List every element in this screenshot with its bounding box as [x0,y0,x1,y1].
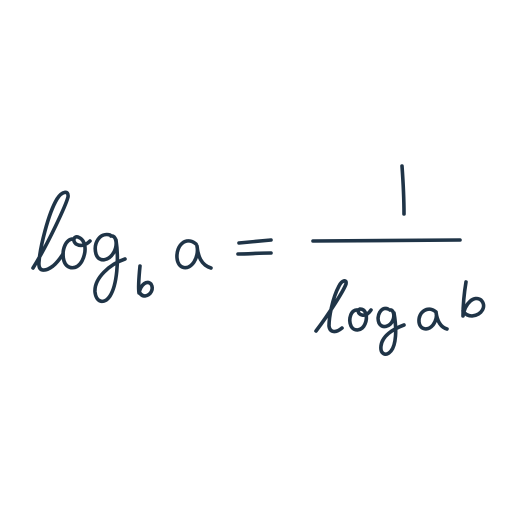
denominator-log-word [316,281,404,354]
denominator-base-a [419,309,447,329]
equals-sign [238,240,271,254]
lhs-letter-g [95,234,125,301]
denominator-letter-o [350,309,371,330]
denominator-argument-b [463,282,484,316]
lhs-log-word [33,192,125,301]
denominator-letter-l [316,281,346,332]
numerator-one [402,166,404,214]
fraction-bar [313,240,460,241]
lhs-argument-a [177,241,211,268]
denominator-letter-g [378,308,404,354]
lhs-letter-o [63,237,90,268]
lhs-base-b [139,266,153,296]
